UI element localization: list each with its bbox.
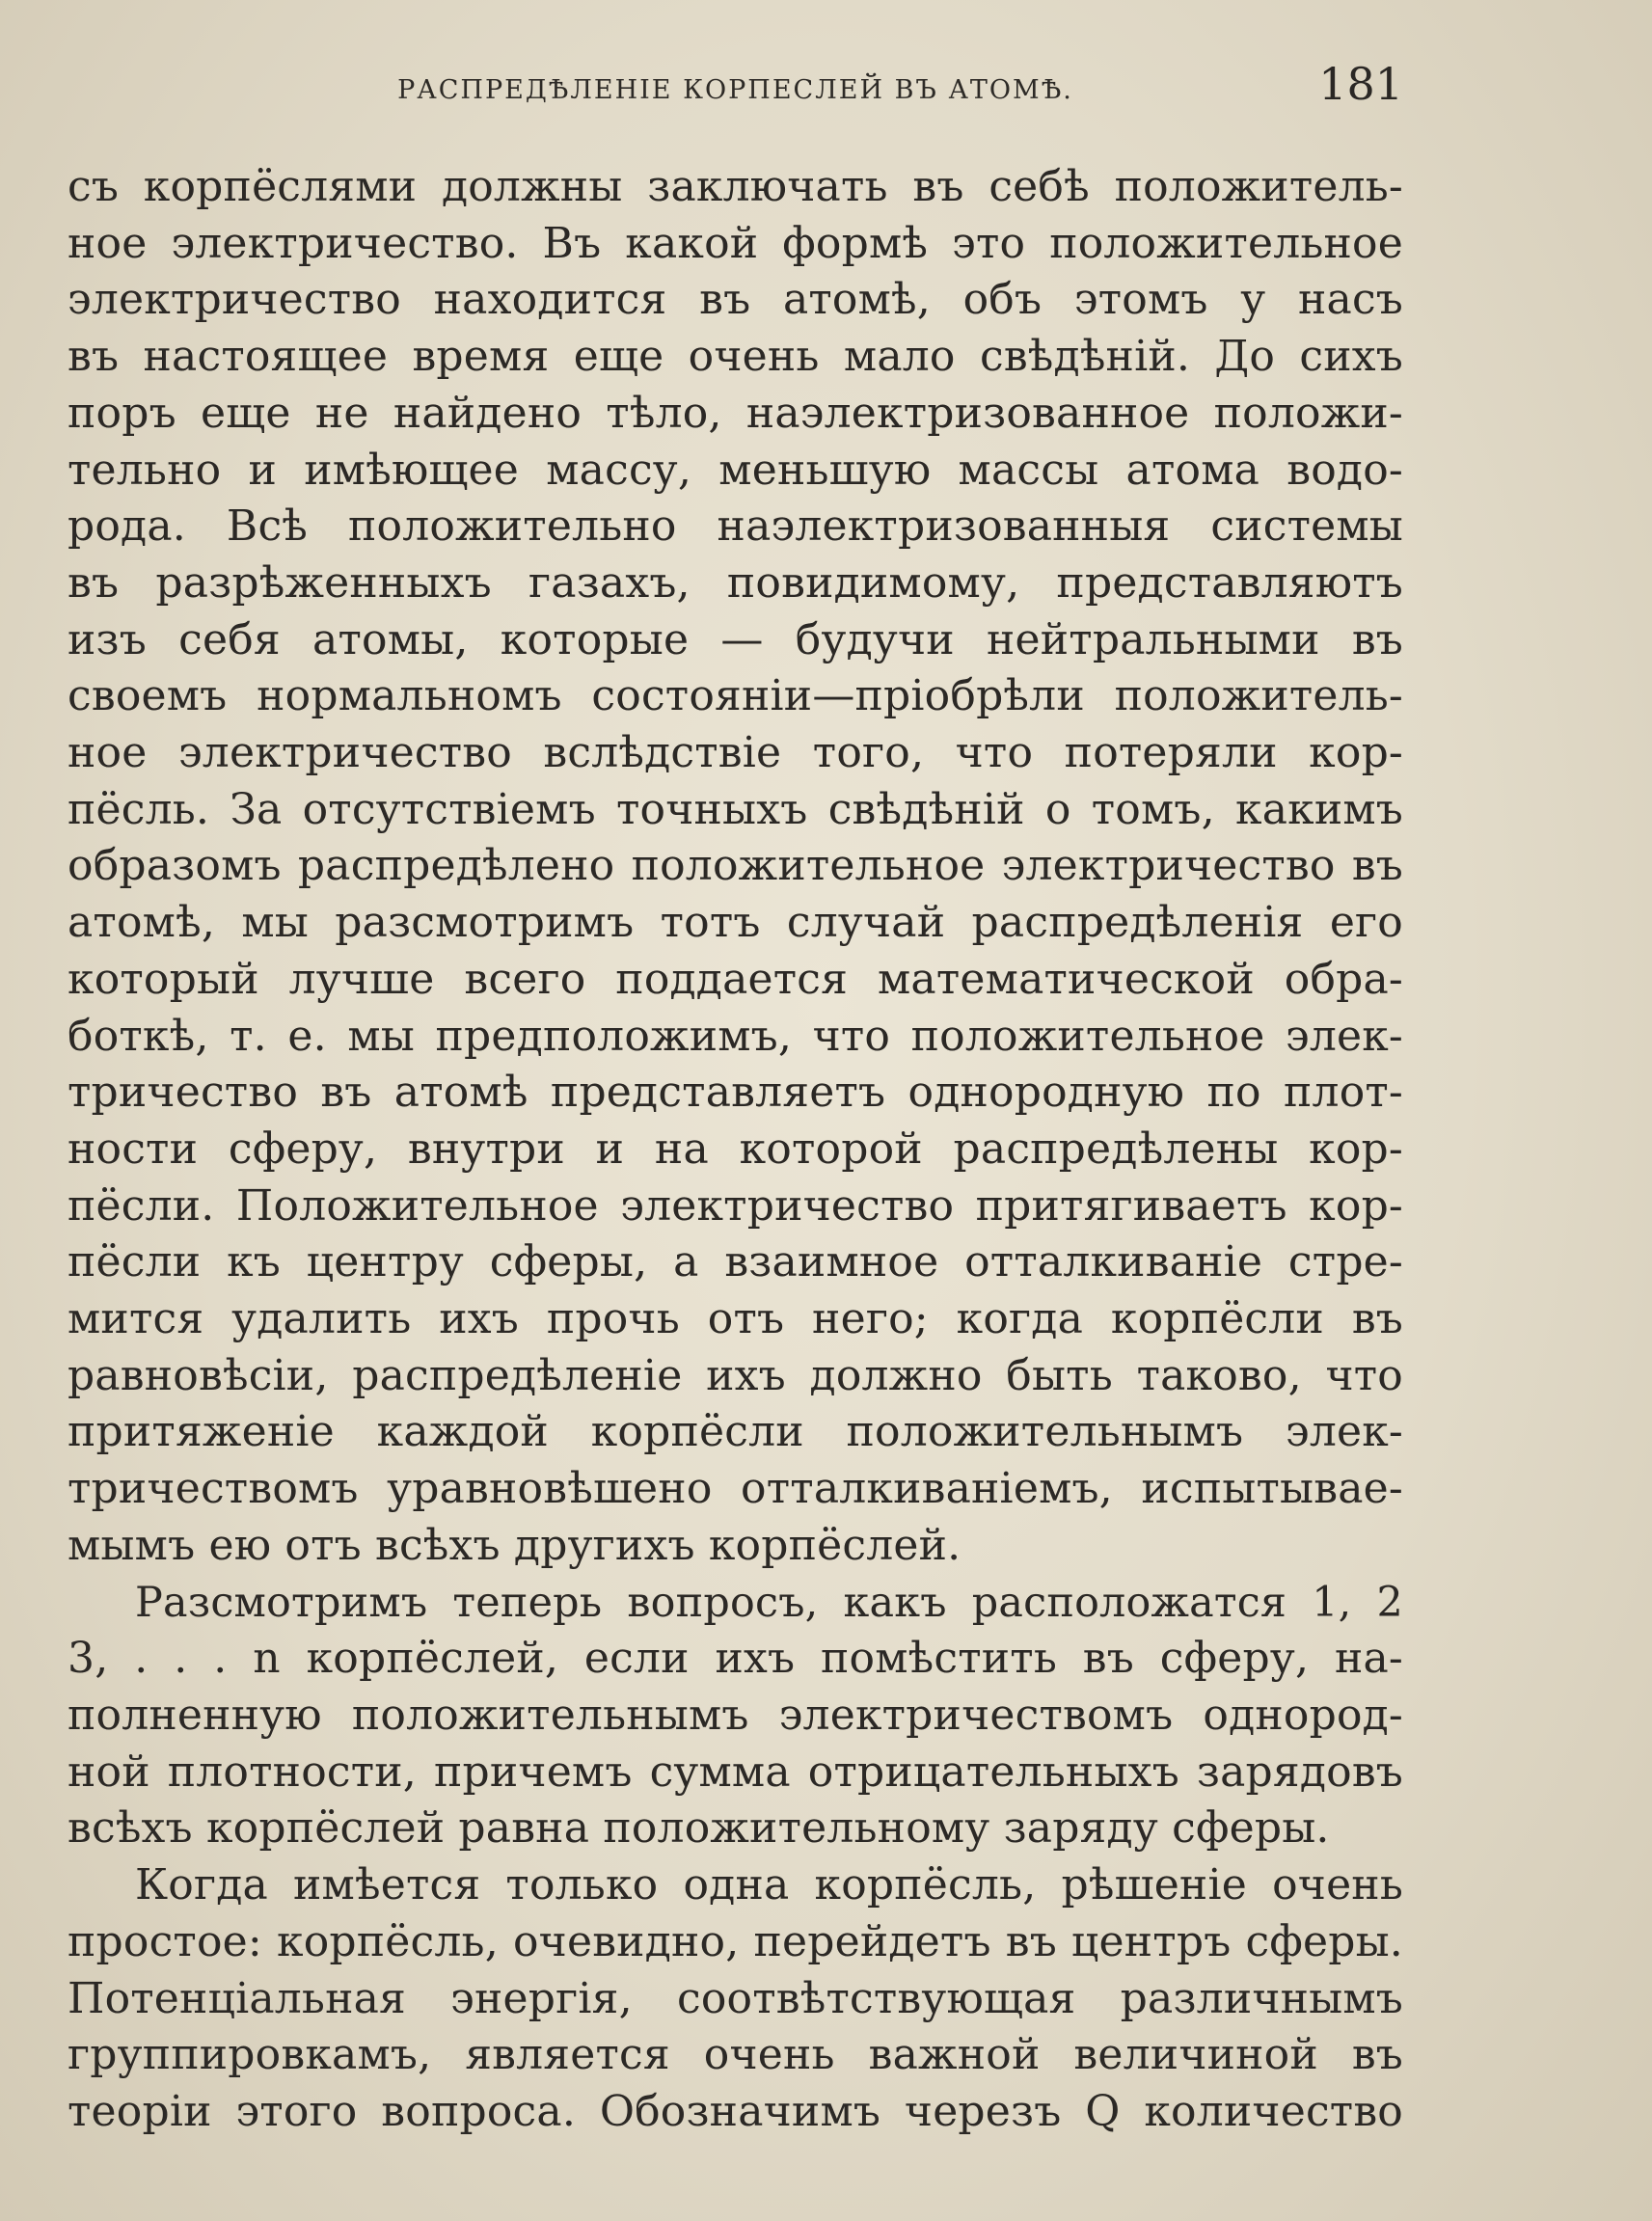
page-header [68,56,1403,114]
text-line: мымъ ею отъ всѣхъ другихъ корпёслей. [68,1520,961,1570]
text-line: группировкамъ, является очень важной величиной въ [68,2030,1403,2080]
text-line: боткѣ, т. е. мы предположимъ, что положительное элек- [68,1011,1403,1061]
text-line: Разсмотримъ теперь вопросъ, какъ расположатся 1, 2 [135,1578,1403,1627]
text-line: электричество находится въ атомѣ, объ этомъ у насъ [68,275,1403,325]
text-line: простое: корпёсль, очевидно, перейдетъ въ центръ сферы. [68,1916,1403,1966]
text-line: образомъ распредѣлено положительное электричество въ [68,841,1403,891]
text-line: ной плотности, причемъ сумма отрицательныхъ зарядовъ [68,1747,1403,1797]
text-line: въ настоящее время еще очень мало свѣдѣній. До сихъ [68,332,1403,382]
text-line: Когда имѣется только одна корпёсль, рѣшеніе очень [135,1860,1403,1910]
text-line: пёсль. За отсутствіемъ точныхъ свѣдѣній о томъ, какимъ [68,784,1403,834]
paragraph-2 [68,1575,1403,1858]
text-line: поръ еще не найдено тѣло, наэлектризованное положи- [68,388,1403,438]
text-line: теоріи этого вопроса. Обозначимъ черезъ Q количество [68,2086,1403,2136]
text-line: ности сферу, внутри и на которой распредѣлены кор- [68,1124,1403,1174]
text-line: притяженіе каждой корпёсли положительнымъ элек- [68,1407,1403,1457]
body-text [68,159,1403,2141]
text-line: мится удалить ихъ прочь отъ него; когда корпёсли въ [68,1294,1403,1344]
text-line: своемъ нормальномъ состояніи—пріобрѣли положитель- [68,671,1403,721]
text-line: который лучше всего поддается математической обра- [68,954,1403,1004]
text-line: ное электричество вслѣдствіе того, что потеряли кор- [68,728,1403,778]
text-line: полненную положительнымъ электричествомъ однород- [68,1690,1403,1740]
text-line: атомѣ, мы разсмотримъ тотъ случай распредѣленія его [68,898,1403,948]
text-line: всѣхъ корпёслей равна положительному заряду сферы. [68,1803,1330,1854]
text-line: Потенціальная энергія, соотвѣтствующая различнымъ [68,1973,1403,2023]
text-line: равновѣсіи, распредѣленіе ихъ должно быть таково, что [68,1350,1403,1400]
paragraph-3 [68,1857,1403,2141]
text-line: тричество въ атомѣ представляетъ однородную по плот- [68,1068,1403,1118]
text-line: изъ себя атомы, которые — будучи нейтральными въ [68,614,1403,664]
paragraph-1 [68,159,1403,1575]
page-number: 181 [1318,58,1403,110]
text-line: рода. Всѣ положительно наэлектризованныя системы [68,501,1403,552]
running-title: РАСПРЕДѢЛЕНІЕ КОРПЕСЛЕЙ ВЪ АТОМѢ. [397,75,1073,105]
text-line: въ разрѣженныхъ газахъ, повидимому, представляютъ [68,557,1403,608]
text-line: ное электричество. Въ какой формѣ это положительное [68,218,1403,268]
text-line: тричествомъ уравновѣшено отталкиваніемъ, испытывае- [68,1464,1403,1514]
text-line: тельно и имѣющее массу, меньшую массы атома водо- [68,445,1403,495]
text-line: съ корпёслями должны заключать въ себѣ положитель- [68,162,1403,211]
text-line: пёсли къ центру сферы, а взаимное отталкиваніе стре- [68,1237,1403,1287]
text-line: пёсли. Положительное электричество притягиваетъ кор- [68,1180,1403,1231]
text-line: 3, . . . n корпёслей, если ихъ помѣстить въ сферу, на- [68,1634,1403,1684]
